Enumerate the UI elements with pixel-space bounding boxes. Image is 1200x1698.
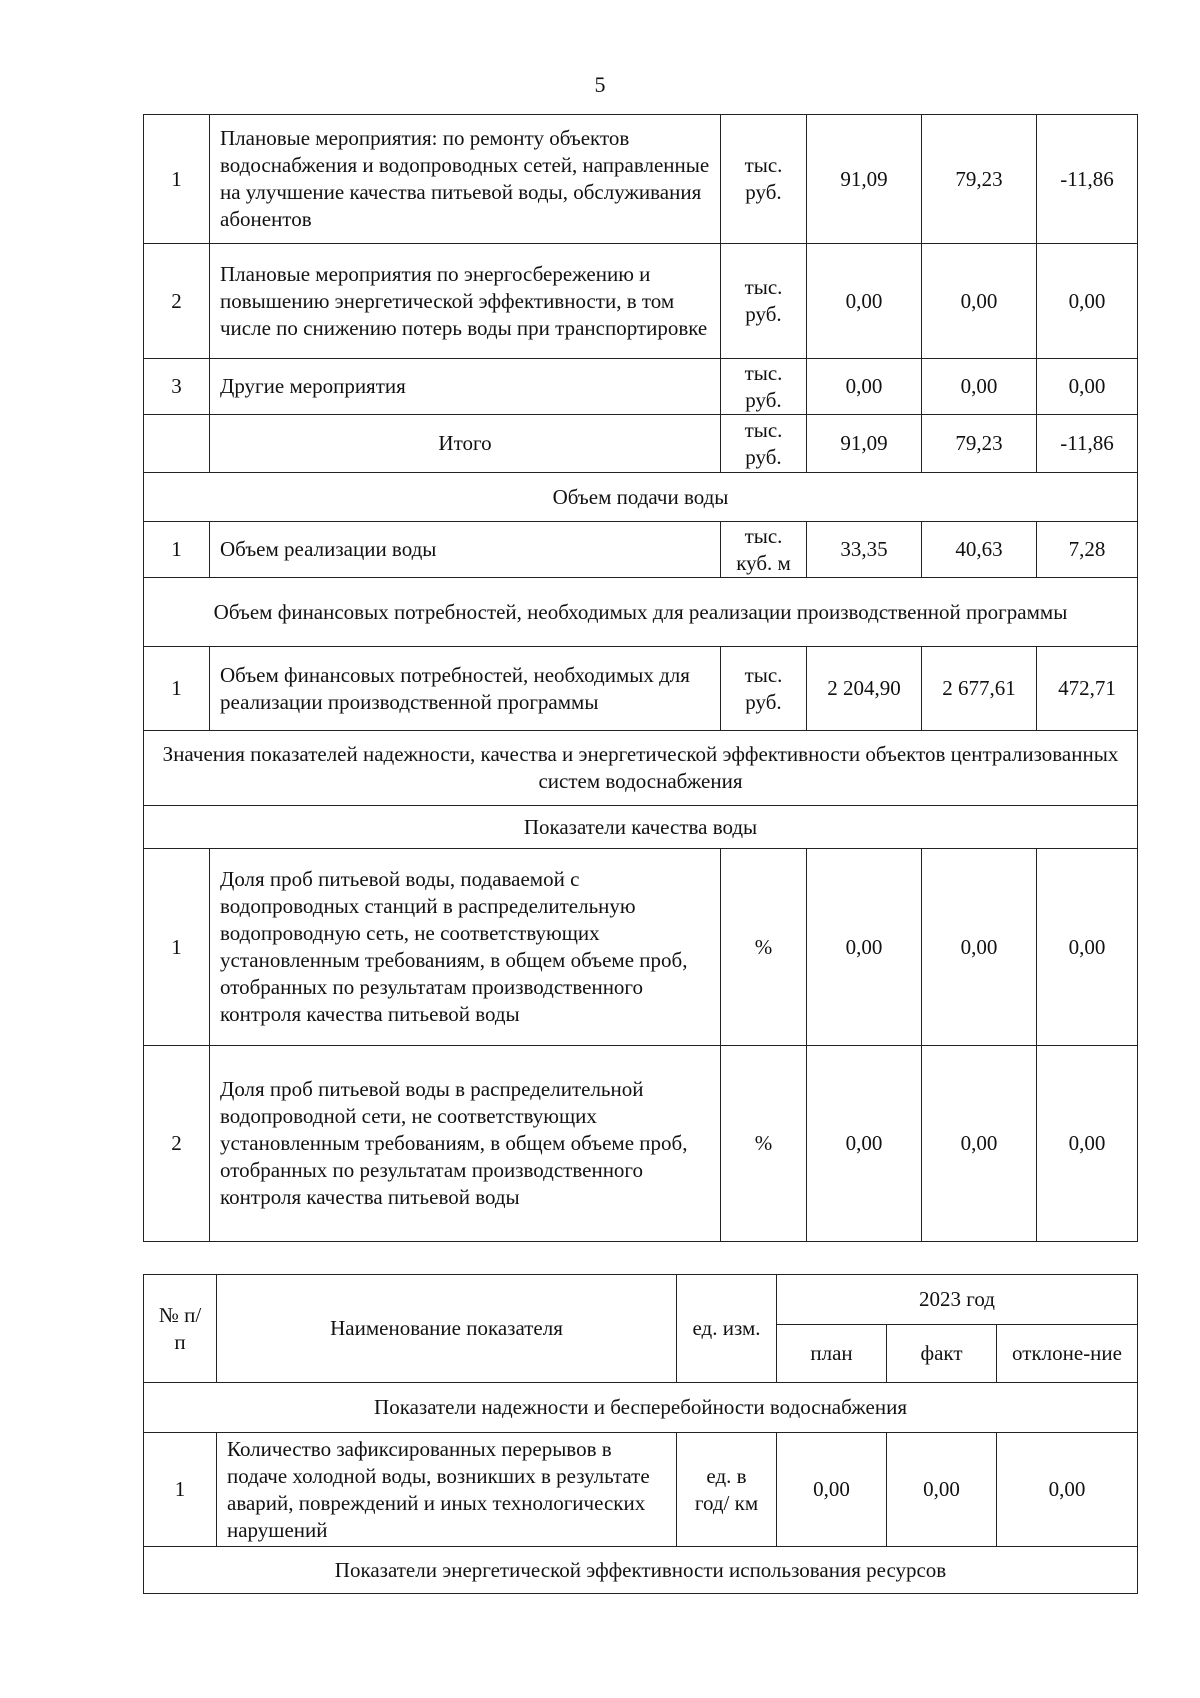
deviation-value: 0,00 (997, 1433, 1138, 1547)
table-row (144, 359, 1138, 415)
unit-cell: % (721, 1046, 807, 1242)
deviation-value: 0,00 (1037, 244, 1138, 359)
indicators-table (143, 1274, 1138, 1594)
plan-value: 0,00 (807, 849, 922, 1046)
table-row (144, 244, 1138, 359)
fact-value: 0,00 (922, 849, 1037, 1046)
row-number: 1 (144, 115, 210, 244)
indicator-name: Доля проб питьевой воды в распределительной водопроводной сети, не соответствующих установленным требованиям, в общем объеме проб, отобранных по результатам производственного контроля качества питьевой воды (210, 1046, 721, 1242)
section-header-row (144, 578, 1138, 647)
row-number: 1 (144, 522, 210, 578)
production-program-table (143, 114, 1138, 1242)
plan-value: 0,00 (777, 1433, 887, 1547)
header-deviation: отклоне-ние (997, 1325, 1138, 1383)
section-finance: Объем финансовых потребностей, необходимых для реализации производственной программы (144, 578, 1138, 647)
row-number: 2 (144, 244, 210, 359)
deviation-value: 472,71 (1037, 647, 1138, 731)
fact-value: 0,00 (922, 244, 1037, 359)
empty-cell (144, 415, 210, 473)
fact-value: 0,00 (922, 1046, 1037, 1242)
indicator-name: Другие мероприятия (210, 359, 721, 415)
table-row (144, 1046, 1138, 1242)
unit-cell: % (721, 849, 807, 1046)
plan-value: 0,00 (807, 244, 922, 359)
deviation-value: -11,86 (1037, 415, 1138, 473)
total-label: Итого (210, 415, 721, 473)
section-reliability: Показатели надежности и бесперебойности водоснабжения (144, 1383, 1138, 1433)
header-number: № п/п (144, 1275, 217, 1383)
unit-cell: тыс. руб. (721, 415, 807, 473)
unit-cell: тыс. руб. (721, 244, 807, 359)
row-number: 2 (144, 1046, 210, 1242)
indicator-name: Объем финансовых потребностей, необходимых для реализации производственной программы (210, 647, 721, 731)
header-plan: план (777, 1325, 887, 1383)
deviation-value: -11,86 (1037, 115, 1138, 244)
header-indicator-name: Наименование показателя (217, 1275, 677, 1383)
plan-value: 91,09 (807, 415, 922, 473)
plan-value: 91,09 (807, 115, 922, 244)
total-row (144, 415, 1138, 473)
header-year: 2023 год (777, 1275, 1138, 1325)
deviation-value: 0,00 (1037, 849, 1138, 1046)
fact-value: 40,63 (922, 522, 1037, 578)
plan-value: 0,00 (807, 359, 922, 415)
deviation-value: 0,00 (1037, 359, 1138, 415)
section-header-row (144, 473, 1138, 522)
indicator-name: Плановые мероприятия по энергосбережению и повышению энергетической эффективности, в том числе по снижению потерь воды при транспортировке (210, 244, 721, 359)
indicator-name: Доля проб питьевой воды, подаваемой с водопроводных станций в распределительную водопроводную сеть, не соответствующих установленным требованиям, в общем объеме проб, отобранных по результатам производственного контроля качества питьевой воды (210, 849, 721, 1046)
section-quality: Показатели качества воды (144, 806, 1138, 849)
unit-cell: ед. в год/ км (677, 1433, 777, 1547)
section-header-row (144, 731, 1138, 806)
unit-cell: тыс. руб. (721, 647, 807, 731)
section-water-volume: Объем подачи воды (144, 473, 1138, 522)
row-number: 3 (144, 359, 210, 415)
unit-cell: тыс. руб. (721, 359, 807, 415)
indicator-name: Плановые мероприятия: по ремонту объектов водоснабжения и водопроводных сетей, направленные на улучшение качества питьевой воды, обслуживания абонентов (210, 115, 721, 244)
fact-value: 79,23 (922, 415, 1037, 473)
deviation-value: 0,00 (1037, 1046, 1138, 1242)
fact-value: 79,23 (922, 115, 1037, 244)
indicator-name: Объем реализации воды (210, 522, 721, 578)
deviation-value: 7,28 (1037, 522, 1138, 578)
page-number: 5 (594, 72, 606, 97)
fact-value: 0,00 (922, 359, 1037, 415)
header-row (144, 1275, 1138, 1325)
row-number: 1 (144, 1433, 217, 1547)
section-header-row (144, 1383, 1138, 1433)
header-fact: факт (887, 1325, 997, 1383)
table-row (144, 849, 1138, 1046)
table-row (144, 647, 1138, 731)
plan-value: 0,00 (807, 1046, 922, 1242)
plan-value: 2 204,90 (807, 647, 922, 731)
section-indicators: Значения показателей надежности, качества и энергетической эффективности объектов централизованных систем водоснабжения (144, 731, 1138, 806)
unit-cell: тыс. куб. м (721, 522, 807, 578)
header-unit: ед. изм. (677, 1275, 777, 1383)
fact-value: 2 677,61 (922, 647, 1037, 731)
unit-cell: тыс. руб. (721, 115, 807, 244)
plan-value: 33,35 (807, 522, 922, 578)
table-row (144, 115, 1138, 244)
section-header-row (144, 1547, 1138, 1594)
fact-value: 0,00 (887, 1433, 997, 1547)
table-row (144, 522, 1138, 578)
section-header-row (144, 806, 1138, 849)
section-energy: Показатели энергетической эффективности использования ресурсов (144, 1547, 1138, 1594)
table-row (144, 1433, 1138, 1547)
row-number: 1 (144, 849, 210, 1046)
row-number: 1 (144, 647, 210, 731)
indicator-name: Количество зафиксированных перерывов в подаче холодной воды, возникших в результате аварий, повреждений и иных технологических нарушений (217, 1433, 677, 1547)
